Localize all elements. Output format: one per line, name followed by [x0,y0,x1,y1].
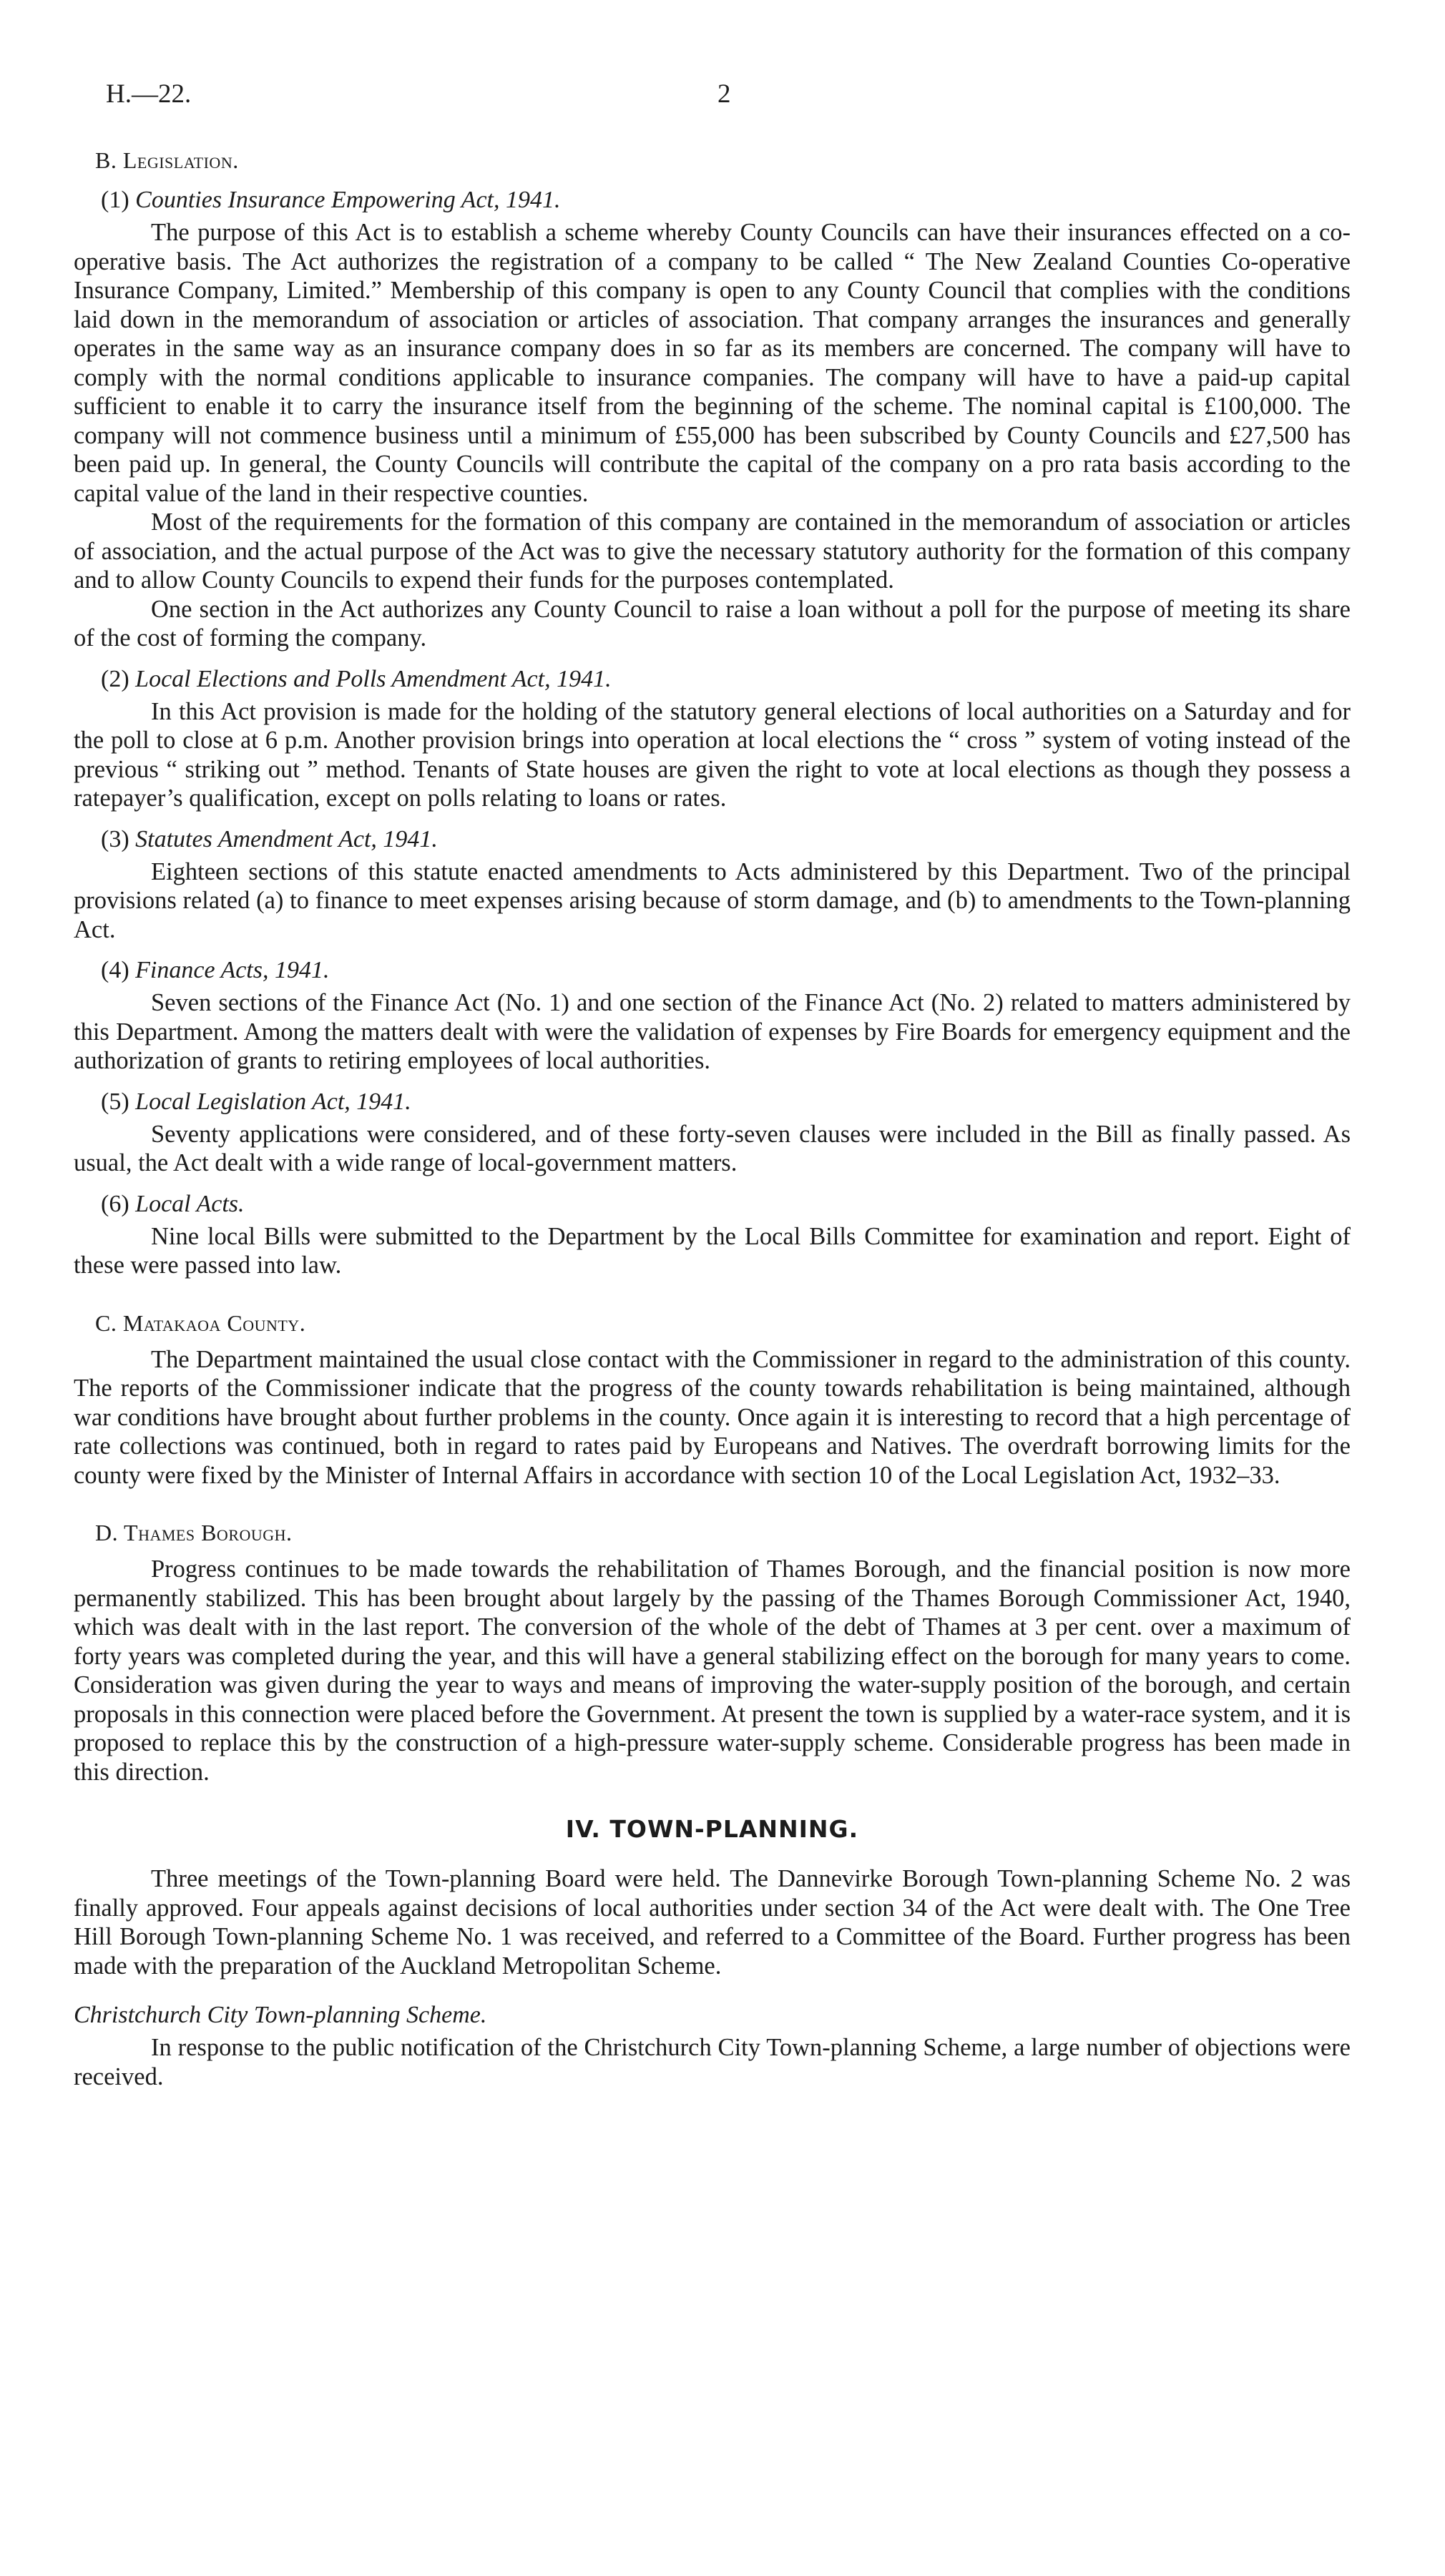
paragraph: One section in the Act authorizes any County Council to raise a loan without a poll for the purpose of meeting its share of the cost of forming the company. [74,595,1351,652]
paragraph: Nine local Bills were submitted to the Department by the Local Bills Committee for examination and report. Eight of these were passed into law. [74,1222,1351,1279]
section-d-heading: D. Thames Borough. [95,1520,293,1545]
paragraph: Progress continues to be made towards the rehabilitation of Thames Borough, and the financial position is now more permanently stabilized. This has been brought about largely by the passing of the Thames Borough Commissioner Act, 1940, which was dealt with in the last report. The conversion of the whole of the debt of Thames at 3 per cent. over a maximum of forty years was completed during the year, and this will have a general stabilizing effect on the borough for many years to come. Consideration was given during the year to ways and means of improving the water-supply position of the borough, and certain proposals in this connection were placed before the Government. At present the town is supplied by a water-race system, and it is proposed to replace this by the construction of a high-pressure water-supply scheme. Considerable progress has been made in this direction. [74,1555,1351,1786]
page-header [74,79,1351,129]
document-page [74,79,1351,2091]
paragraph: In response to the public notification of the Christchurch City Town-planning Scheme, a large number of objections were received. [74,2034,1351,2090]
paragraph: Most of the requirements for the formation of this company are contained in the memorandum of association or articles of association, and the actual purpose of the Act was to give the necessary statutory authority for the formation of this company and to allow County Councils to expend their funds for the purposes contemplated. [74,508,1351,594]
subsection-3-title: (3) Statutes Amendment Act, 1941. [101,825,438,852]
paragraph: Seventy applications were considered, and of these forty-seven clauses were included in the Bill as finally passed. As usual, the Act dealt with a wide range of local-government matters. [74,1120,1351,1176]
subsection-5-title: (5) Local Legislation Act, 1941. [101,1088,411,1115]
subsection-4-title: (4) Finance Acts, 1941. [101,957,330,983]
paragraph: Seven sections of the Finance Act (No. 1) and one section of the Finance Act (No. 2) related to matters administered by this Department. Among the matters dealt with were the validation of expenses by Fire Boards for emergency equipment and the authorization of grants to retiring employees of local authorities. [74,989,1351,1074]
page-number: 2 [717,79,731,109]
section-b-heading: B. Legislation. [95,147,239,173]
subsection-2-title: (2) Local Elections and Polls Amendment Act, 1941. [101,665,612,692]
document-reference: H.—22. [106,79,192,109]
paragraph: The Department maintained the usual close contact with the Commissioner in regard to the administration of this county. The reports of the Commissioner indicate that the progress of the county towards rehabilitation is being maintained, although war conditions have brought about further problems in the county. Once again it is interesting to record that a high percentage of rate collections was continued, both in regard to rates paid by Europeans and Natives. The overdraft borrowing limits for the county were fixed by the Minister of Internal Affairs in accordance with section 10 of the Local Legislation Act, 1932–33. [74,1345,1351,1489]
subsection-6-title: (6) Local Acts. [101,1190,245,1217]
subsection-1-title: (1) Counties Insurance Empowering Act, 1941. [101,187,561,213]
paragraph: The purpose of this Act is to establish a scheme whereby County Councils can have their insurances effected on a co-operative basis. The Act authorizes the registration of a company to be called “ The New Zealand Counties Co-operative Insurance Company, Limited.” Membership of this company is open to any County Council that complies with the conditions laid down in the memorandum of association or articles of association. That company arranges the insurances and generally operates in the same way as an insurance company does in so far as its members are concerned. The company will have to comply with the normal conditions applicable to insurance companies. The company will have to have a paid-up capital sufficient to enable it to carry the insurance itself from the beginning of the scheme. The nominal capital is £100,000. The company will not commence business until a minimum of £55,000 has been subscribed by County Councils and £27,500 has been paid up. In general, the County Councils will contribute the capital of the company on a pro rata basis according to the capital value of the land in their respective counties. [74,219,1351,507]
christchurch-scheme-heading: Christchurch City Town-planning Scheme. [74,2002,487,2028]
section-c-heading: C. Matakaoa County. [95,1309,306,1336]
paragraph: In this Act provision is made for the holding of the statutory general elections of local authorities on a Saturday and for the poll to close at 6 p.m. Another provision brings into operation at local elections the “ cross ” system of voting instead of the previous “ striking out ” method. Tenants of State houses are given the right to vote at local elections as though they possess a ratepayer’s qualification, except on polls relating to loans or rates. [74,697,1351,812]
chapter-heading: IV. TOWN-PLANNING. [565,1815,859,1843]
paragraph: Three meetings of the Town-planning Board were held. The Dannevirke Borough Town-planning Scheme No. 2 was finally approved. Four appeals against decisions of local authorities under section 34 of the Act were dealt with. The One Tree Hill Borough Town-planning Scheme No. 1 was received, and referred to a Committee of the Board. Further progress has been made with the preparation of the Auckland Metropolitan Scheme. [74,1865,1351,1980]
paragraph: Eighteen sections of this statute enacted amendments to Acts administered by this Department. Two of the principal provisions related (a) to finance to meet expenses arising because of storm damage, and (b) to amendments to the Town-planning Act. [74,857,1351,943]
